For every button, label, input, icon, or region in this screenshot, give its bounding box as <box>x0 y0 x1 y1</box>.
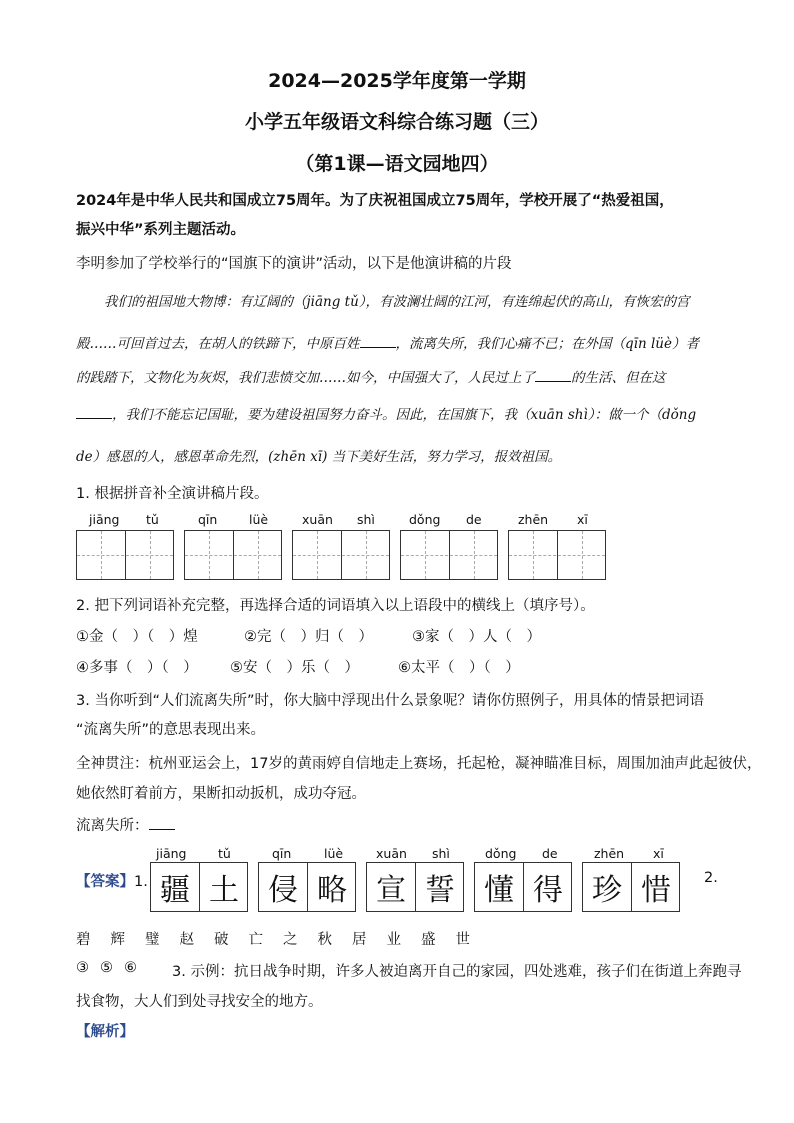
speech-line-3a: 的践踏下，文物化为灰烬，我们悲愤交加……如今，中国强大了，人民过上了 <box>76 370 535 386</box>
answer-pinyin: shì <box>432 846 450 861</box>
answer-word: 秋 <box>317 932 332 948</box>
q2-item: ②完（ ）归（ ） <box>244 629 373 645</box>
exam-subtitle: （第1课—语文园地四） <box>295 153 499 175</box>
speech-line-1: 我们的祖国地大物博：有辽阔的（jiāng tǔ），有波澜壮阔的江河，有连绵起伏的高山，有恢宏的宫 <box>104 294 690 310</box>
answer-word: 世 <box>455 932 470 948</box>
exam-year-title: 2024—2025学年度第一学期 <box>268 70 526 92</box>
q1-pinyin: lüè <box>249 512 269 527</box>
answer-char: 略 <box>317 873 347 908</box>
q2-item: ⑤安（ ）乐（ ） <box>230 660 359 676</box>
answer-word: 璧 <box>145 932 160 948</box>
q1-pinyin: xuān <box>302 512 333 527</box>
q1-pinyin: shì <box>357 512 375 527</box>
speech-line-4 <box>76 403 696 423</box>
answer-char: 侵 <box>268 873 298 908</box>
speech-line-4-text: ，我们不能忘记国耻，要为建设祖国努力奋斗。因此，在国旗下，我（xuān shì）：做一个（dǒng <box>112 407 697 423</box>
answer-char: 土 <box>209 873 239 908</box>
answer-pinyin: zhēn <box>594 846 625 861</box>
speech-line-2a: 殿……可回首过去，在胡人的铁蹄下，中原百姓 <box>76 336 360 352</box>
speech-line-5: de）感恩的人，感恩革命先烈，(zhēn xī) 当下美好生活，努力学习，报效祖国。 <box>76 449 562 465</box>
intro-line-3: 李明参加了学校举行的“国旗下的演讲”活动，以下是他演讲稿的片段 <box>76 256 512 272</box>
q1-pinyin-row <box>76 512 636 530</box>
answer-word: 碧 <box>76 932 91 948</box>
q1-answer-grid-2[interactable] <box>184 530 282 580</box>
answer-num-1: 1. <box>134 874 148 890</box>
q2-item: ⑥太平（ ）（ ） <box>398 660 520 676</box>
q1-answer-grid-5[interactable] <box>508 530 606 580</box>
answer-tag: 【答案】 <box>76 874 134 890</box>
answer-char: 得 <box>533 873 563 908</box>
answer-grid-3 <box>366 862 464 912</box>
answer-char: 宣 <box>376 873 406 908</box>
speech-blank-2[interactable] <box>535 380 571 382</box>
answer-word: 盛 <box>421 932 436 948</box>
answer-word: 业 <box>386 932 401 948</box>
q1-answer-grid-1[interactable] <box>76 530 174 580</box>
q1-pinyin: dǒng <box>409 512 441 527</box>
question-1: 1. 根据拼音补全演讲稿片段。 <box>76 486 269 502</box>
q1-pinyin: jiāng <box>89 512 120 527</box>
answer-choice: ⑥ <box>124 960 137 976</box>
q1-pinyin: tǔ <box>146 512 159 527</box>
q1-pinyin: de <box>466 512 482 527</box>
answer-pinyin: xī <box>653 846 664 861</box>
q1-pinyin: zhēn <box>518 512 549 527</box>
answer-pinyin: dǒng <box>485 846 517 861</box>
answer-pinyin: jiāng <box>156 846 187 861</box>
answer-char: 懂 <box>484 873 514 908</box>
speech-blank-3[interactable] <box>76 417 112 419</box>
answer-word: 亡 <box>248 932 263 948</box>
q3-prompt-label: 流离失所： <box>76 818 149 834</box>
question-3-line-1: 3. 当你听到“人们流离失所”时，你大脑中浮现出什么景象呢？请你仿照例子，用具体的情景把词语 <box>76 693 704 709</box>
q2-item: ③家（ ）人（ ） <box>412 629 541 645</box>
q1-answer-grid-4[interactable] <box>400 530 498 580</box>
q3-answer-blank[interactable] <box>149 828 175 830</box>
speech-line-2 <box>76 332 699 352</box>
answer-char: 疆 <box>160 873 190 908</box>
answer-word: 破 <box>214 932 229 948</box>
answer-choice: ⑤ <box>100 960 113 976</box>
analysis-tag: 【解析】 <box>76 1024 134 1040</box>
answer-pinyin: lüè <box>324 846 344 861</box>
answer-num-2: 2. <box>704 870 718 886</box>
speech-line-3b: 的生活、但在这 <box>571 370 666 386</box>
question-2: 2. 把下列词语补充完整，再选择合适的词语填入以上语段中的横线上（填序号）。 <box>76 598 595 614</box>
answer-pinyin: qīn <box>272 846 292 861</box>
q3-prompt <box>76 814 175 835</box>
answer-pinyin: tǔ <box>218 846 231 861</box>
speech-line-3 <box>76 366 666 386</box>
answer-grid-5 <box>582 862 680 912</box>
q1-pinyin: qīn <box>198 512 218 527</box>
answer-char: 珍 <box>592 873 622 908</box>
answer-char: 惜 <box>641 873 671 908</box>
answer-word: 之 <box>283 932 298 948</box>
answer-q2-words <box>76 928 490 949</box>
q1-answer-grid-3[interactable] <box>292 530 390 580</box>
exam-title: 小学五年级语文科综合练习题（三） <box>244 111 549 133</box>
q2-item: ①金（ ）（ ）煌 <box>76 629 198 645</box>
answer-q3-line-2: 找食物，大人们到处寻找安全的地方。 <box>76 994 323 1010</box>
answer-grid-2 <box>258 862 356 912</box>
answer-choice: ③ <box>76 960 89 976</box>
answer-word: 居 <box>352 932 367 948</box>
answer-label <box>76 870 148 891</box>
q2-item: ④多事（ ）（ ） <box>76 660 198 676</box>
q1-pinyin: xī <box>577 512 588 527</box>
answer-grid-4 <box>474 862 572 912</box>
speech-line-2b: ，流离失所，我们心痛不已；在外国（qīn lüè）者 <box>395 336 699 352</box>
answer-char: 誓 <box>425 873 455 908</box>
answer-pinyin: xuān <box>376 846 407 861</box>
intro-line-2: 振兴中华”系列主题活动。 <box>76 222 246 238</box>
intro-line-1: 2024年是中华人民共和国成立75周年。为了庆祝祖国成立75周年，学校开展了“热爱祖国， <box>76 193 674 209</box>
speech-blank-1[interactable] <box>360 346 396 348</box>
answer-grid-1 <box>150 862 248 912</box>
answer-q2-choices <box>76 960 148 976</box>
question-3-line-2: “流离失所”的意思表现出来。 <box>76 722 266 738</box>
answer-q3-line-1: 3. 示例：抗日战争时期，许多人被迫离开自己的家园，四处逃难，孩子们在街道上奔跑寻 <box>172 964 742 980</box>
answer-pinyin: de <box>542 846 558 861</box>
answer-word: 辉 <box>110 932 125 948</box>
answer-word: 赵 <box>179 932 194 948</box>
q3-example-line-1: 全神贯注：杭州亚运会上，17岁的黄雨婷自信地走上赛场，托起枪，凝神瞄准目标，周围加油声此起彼伏， <box>76 756 762 772</box>
q3-example-line-2: 她依然盯着前方，果断扣动扳机，成功夺冠。 <box>76 786 366 802</box>
